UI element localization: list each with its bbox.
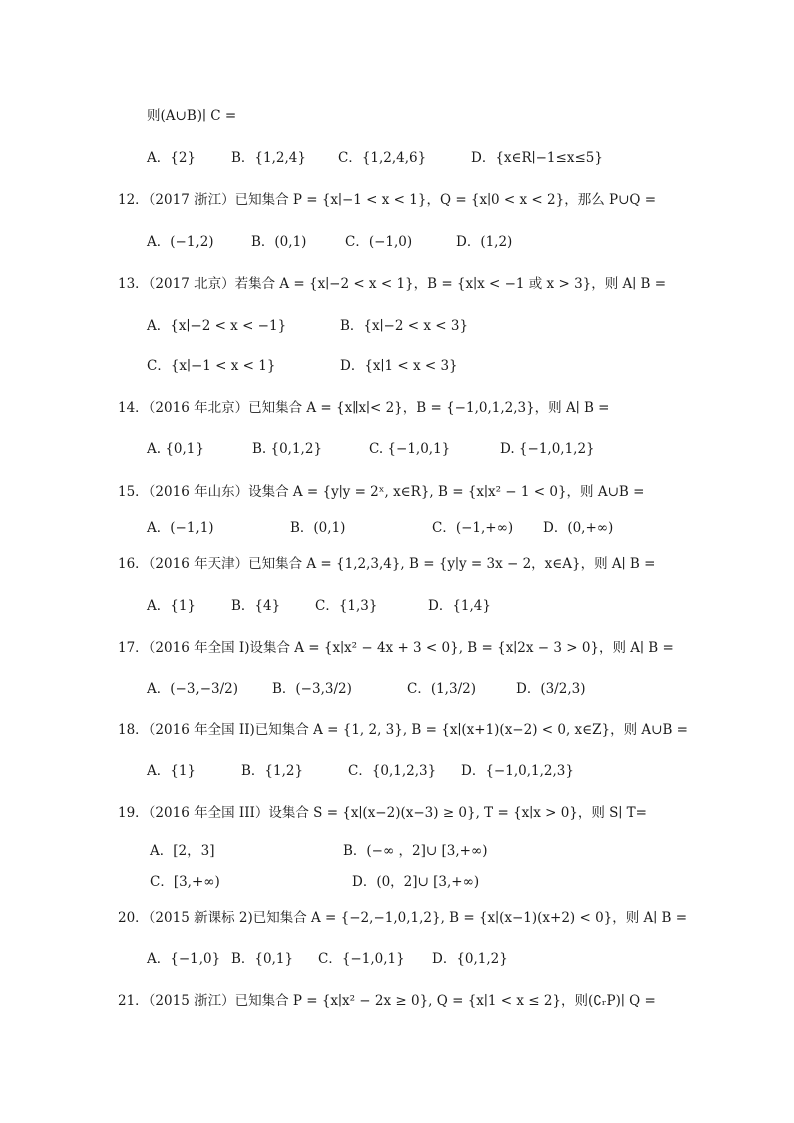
answer-option: B．{1,2,4}	[231, 150, 306, 166]
answer-option: B．{0,1}	[231, 951, 294, 967]
answer-option: B．(−∞ ，2]∪ [3,+∞)	[343, 843, 488, 859]
question-line: 13．（2017 北京）若集合 A = {x∣−2 < x < 1}，B = {x∣x < −1 或 x > 3}，则 A∣ B =	[118, 276, 667, 292]
answer-option: D．{x∣1 < x < 3}	[340, 358, 458, 374]
answer-option: C．{−1,0,1}	[318, 951, 405, 967]
answer-option: A. {0,1}	[147, 441, 204, 457]
question-line: 19．（2016 年全国 III）设集合 S = {x∣(x−2)(x−3) ≥ 0}, T = {x∣x > 0}，则 S∣ T=	[118, 805, 647, 821]
answer-option: B．{x∣−2 < x < 3}	[340, 318, 469, 334]
answer-option: D．(3/2,3)	[516, 681, 586, 697]
answer-option: B．{4}	[231, 598, 281, 614]
answer-option: A．{1}	[147, 598, 197, 614]
answer-option: D．{x∈R∣−1≤x≤5}	[471, 150, 603, 166]
answer-option: A．{−1,0}	[147, 951, 221, 967]
answer-option: A．(−1,2)	[147, 234, 214, 250]
answer-option: A．{1}	[147, 763, 197, 779]
answer-option: A．{2}	[147, 150, 197, 166]
answer-option: B. {0,1,2}	[252, 441, 323, 457]
answer-option: B．{1,2}	[241, 763, 304, 779]
question-line: 21．（2015 浙江）已知集合 P = {x∣x² − 2x ≥ 0}, Q = {x∣1 < x ≤ 2}，则(∁ᵣP)∣ Q =	[118, 993, 656, 1009]
question-line: 17．（2016 年全国 I)设集合 A = {x∣x² − 4x + 3 < 0}, B = {x∣2x − 3 > 0}，则 A∣ B =	[118, 640, 674, 656]
question-line: 14．（2016 年北京）已知集合 A = {x∥x∣< 2}，B = {−1,0,1,2,3}，则 A∣ B =	[118, 400, 610, 416]
answer-option: D．(1,2)	[456, 234, 513, 250]
answer-option: D．(0,+∞)	[543, 520, 614, 536]
answer-option: C．[3,+∞)	[150, 874, 220, 890]
answer-option: D．{−1,0,1,2,3}	[461, 763, 574, 779]
answer-option: C．{x∣−1 < x < 1}	[147, 358, 276, 374]
answer-option: A．(−1,1)	[147, 520, 214, 536]
answer-option: D. {−1,0,1,2}	[500, 441, 595, 457]
answer-option: B．(0,1)	[290, 520, 346, 536]
answer-option: C．(1,3/2)	[407, 681, 476, 697]
answer-option: A．{x∣−2 < x < −1}	[147, 318, 287, 334]
answer-option: C. {−1,0,1}	[369, 441, 451, 457]
question-line: 18．（2016 年全国 II)已知集合 A = {1, 2, 3}, B = {x∣(x+1)(x−2) < 0, x∈Z}，则 A∪B =	[118, 722, 688, 738]
answer-option: C．(−1,+∞)	[432, 520, 514, 536]
question-line: 12．（2017 浙江）已知集合 P = {x∣−1 < x < 1}，Q = {x∣0 < x < 2}，那么 P∪Q =	[118, 192, 657, 208]
question-line: 则(A∪B)∣ C =	[147, 108, 237, 124]
question-line: 20．（2015 新课标 2)已知集合 A = {−2,−1,0,1,2}, B = {x∣(x−1)(x+2) < 0}，则 A∣ B =	[118, 910, 688, 926]
answer-option: C．{0,1,2,3}	[348, 763, 437, 779]
answer-option: D．(0，2]∪ [3,+∞)	[352, 874, 480, 890]
answer-option: B．(−3,3/2)	[272, 681, 352, 697]
answer-option: A．[2，3]	[150, 843, 215, 859]
answer-option: D．{1,4}	[428, 598, 491, 614]
answer-option: D．{0,1,2}	[432, 951, 508, 967]
answer-option: C．(−1,0)	[345, 234, 413, 250]
question-line: 15．（2016 年山东）设集合 A = {y∣y = 2ˣ, x∈R}, B = {x∣x² − 1 < 0}，则 A∪B =	[118, 484, 645, 500]
question-line: 16．（2016 年天津）已知集合 A = {1,2,3,4}, B = {y∣y = 3x − 2，x∈A}，则 A∣ B =	[118, 556, 656, 572]
answer-option: C．{1,2,4,6}	[338, 150, 427, 166]
answer-option: A．(−3,−3/2)	[147, 681, 239, 697]
answer-option: C．{1,3}	[315, 598, 378, 614]
answer-option: B．(0,1)	[251, 234, 307, 250]
